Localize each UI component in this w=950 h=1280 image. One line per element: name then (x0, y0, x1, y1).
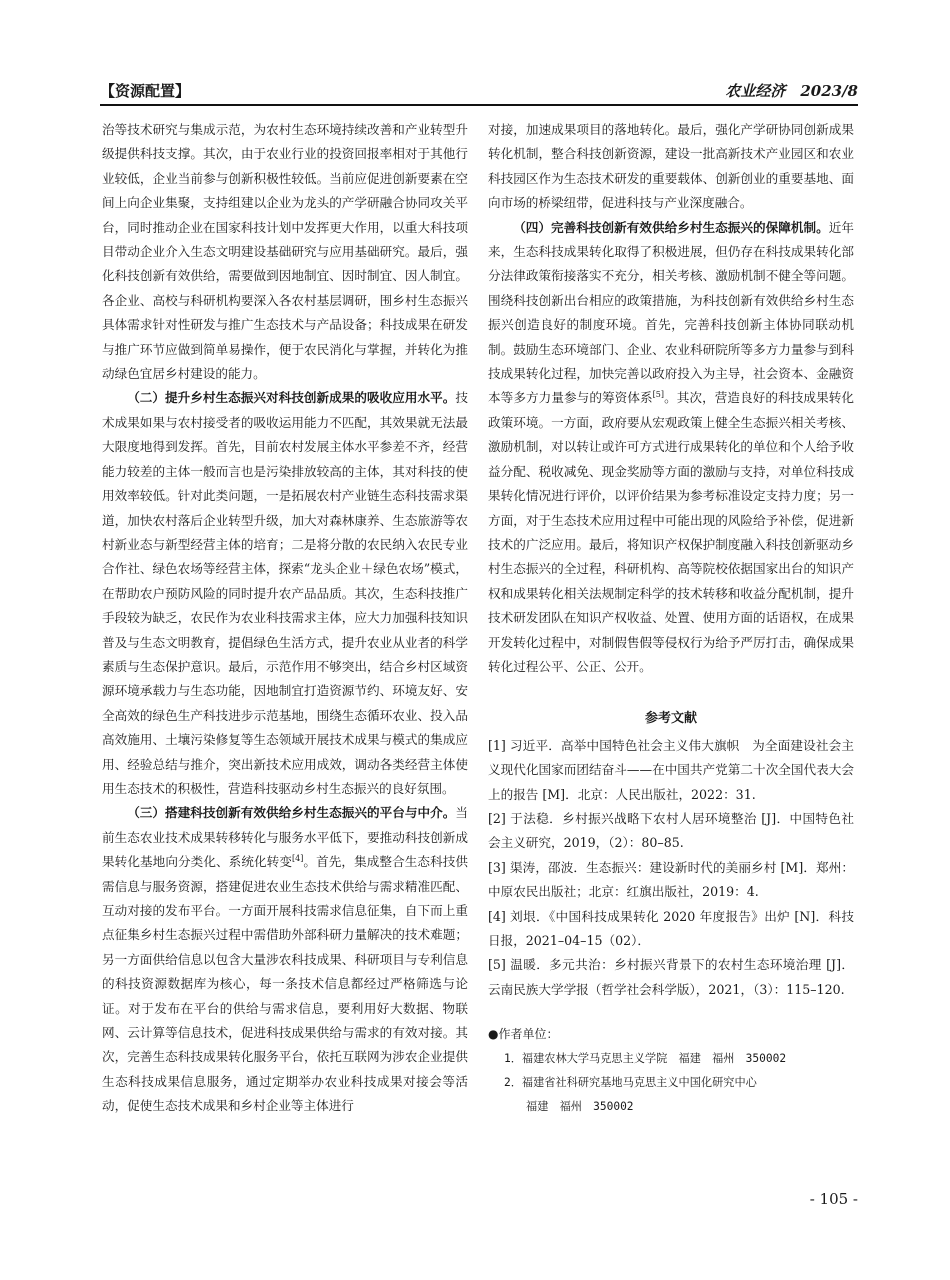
citation-marker: [4] (292, 854, 304, 863)
paragraph: 对接，加速成果项目的落地转化。最后，强化产学研协同创新成果转化机制，整合科技创新资源，建设一批高新技术产业园区和农业科技园区作为生态技术研发的重要载体、创新创业的重要基地、面向市场的桥梁纽带，促进科技与产业深度融合。 (488, 122, 854, 211)
affiliation-title: ●作者单位： (488, 1027, 559, 1042)
page-number: - 105 - (809, 1190, 858, 1208)
affiliation-item: 福建 福州 350002 (526, 1100, 634, 1114)
reference-item: [1] 习近平．高举中国特色社会主义伟大旗帜 为全面建设社会主义现代化国家而团结奋斗——在中国共产党第二十次全国代表大会上的报告 [M]．北京：人民出版社，2022：31. (488, 737, 854, 802)
paragraph-text: 。首先，集成整合生态科技供需信息与服务资源，搭建促进农业生态技术供给与需求精准匹配、互动对接的发布平台。一方面开展科技需求信息征集，自下而上重点征集乡村生态振兴过程中需借助外部科研力量解决的技术难题；另一方面供给信息以包含大量涉农科技成果、科研项目与专利信息的科技资源数据库为核心，每一条技术信息都经过严格筛选与论证。对于发布在平台的供给与需求信息，要利用好大数据、物联网、云计算等信息技术，促进科技成果供给与需求的有效对接。其次，完善生态科技成果转化服务平台，依托互联网为涉农企业提供生态科技成果信息服务，通过定期举办农业科技成果对接会等活动，促使生态技术成果和乡村企业等主体进行 (102, 854, 469, 1114)
left-column (102, 118, 468, 1119)
reference-item: [3] 渠涛，邵波．生态振兴：建设新时代的美丽乡村 [M]．郑州：中原农民出版社；北京：红旗出版社，2019：4. (488, 859, 854, 900)
citation-marker: [5] (652, 390, 665, 400)
paragraph-text: 。其次，营造良好的科技成果转化政策环境。一方面，政府要从宏观政策上健全生态振兴相关考核、激励机制，对以转让或许可方式进行成果转化的单位和个人给予收益分配、税收减免、现金奖励等方面的激励与支持，对单位科技成果转化情况进行评价，以评价结果为参考标准设定支持力度；另一方面，对于生态技术应用过程中可能出现的风险给予补偿，促进新技术的广泛应用。最后，将知识产权保护制度融入科技创新驱动乡村生态振兴的全过程，科研机构、高等院校依据国家出台的知识产权和成果转化相关法规制定科学的技术转移和收益分配机制，提升技术研发团队在知识产权收益、处置、使用方面的话语权，在成果开发转化过程中，对制假售假等侵权行为给予严厉打击，确保成果转化过程公平、公正、公开。 (488, 390, 855, 674)
affiliation-item: 1．福建农林大学马克思主义学院 福建 福州 350002 (504, 1051, 787, 1065)
reference-item: [2] 于法稳．乡村振兴战略下农村人居环境整治 [J]．中国特色社会主义研究，2019，（2）：80–85. (488, 810, 854, 851)
section-four-paragraph (488, 216, 854, 680)
section-heading: （三）搭建科技创新有效供给乡村生态振兴的平台与中介。 (127, 805, 456, 821)
section-label: 【资源配置】 (100, 82, 191, 100)
section-three-paragraph (102, 801, 468, 1118)
references-title: 参考文献 (644, 711, 697, 727)
header-divider (100, 104, 858, 106)
paragraph: 治等技术研究与集成示范，为农村生态环境持续改善和产业转型升级提供科技支撑。其次，由于农业行业的投资回报率相对于其他行业较低，企业当前参与创新积极性较低。当前应促进创新要素在空间上向企业集聚，支持组建以企业为龙头的产学研融合协同攻关平台，同时推动企业在国家科技计划中发挥更大作用，以重大科技项目带动企业介入生态文明建设基础研究与应用基础研究。最后，强化科技创新有效供给，需要做到因地制宜、因时制宜、因人制宜。各企业、高校与科研机构要深入各农村基层调研，围乡村生态振兴具体需求针对性研发与推广生态技术与产品设备；科技成果在研发与推广环节应做到简单易操作，便于农民消化与掌握，并转化为推动绿色宜居乡村建设的能力。 (102, 122, 468, 382)
reference-item: [4] 刘垠．《中国科技成果转化 2020 年度报告》出炉 [N]．科技日报，2021–04–15（02）． (488, 908, 854, 948)
paragraph-text: 技术成果如果与农村接受者的吸收运用能力不匹配，其效果就无法最大限度地得到发挥。首先，目前农村发展主体水平参差不齐，经营能力较差的主体一般而言也是污染排放较高的主体，其对科技的使用效率较低。针对此类问题，一是拓展农村产业链生态科技需求渠道，加快农村落后企业转型升级，加大对森林康养、生态旅游等农村新业态与新型经营主体的培育；二是将分散的农民纳入农民专业合作社、绿色农场等经营主体，探索“龙头企业＋绿色农场”模式，在帮助农户预防风险的同时提升农产品品质。其次，生态科技推广手段较为缺乏，农民作为农业科技需求主体，应大力加强科技知识普及与生态文明教育，提倡绿色生活方式，提升农业从业者的科学素质与生态保护意识。最后，示范作用不够突出，结合乡村区域资源环境承载力与生态功能，因地制宜打造资源节约、环境友好、安全高效的绿色生产科技进步示范基地，围绕生态循环农业、投入品高效施用、土壤污染修复等生态领域开展技术成果与模式的集成应用、经验总结与推介，突出新技术应用成效，调动各类经营主体使用生态技术的积极性，营造科技驱动乡村生态振兴的良好氛围。 (102, 390, 468, 796)
paragraph-text: 近年来，生态科技成果转化取得了积极进展，但仍存在科技成果转化部分法律政策衔接落实不充分，相关考核、激励机制不健全等问题。围绕科技创新出台相应的政策措施，为科技创新有效供给乡村生态振兴创造良好的制度环境。首先，完善科技创新主体协同联动机制。鼓励生态环境部门、企业、农业科研院所等多方力量参与到科技成果转化过程，加快完善以政府投入为主导，社会资本、金融资本等多方力量参与的筹资体系 (488, 219, 855, 406)
journal-issue: 农业经济 2023/8 (725, 82, 858, 100)
reference-item: [5] 温暖．多元共治：乡村振兴背景下的农村生态环境治理 [J]．云南民族大学学报（哲学社会科学版），2021，（3）：115–120. (488, 957, 854, 997)
paragraph-text: 当前生态农业技术成果转移转化与服务水平低下，要推动科技创新成果转化基地向分类化、系统化转变 (102, 805, 468, 870)
section-heading: （四）完善科技创新有效供给乡村生态振兴的保障机制。 (513, 219, 829, 235)
affiliation-item: 2．福建省社科研究基地马克思主义中国化研究中心 (504, 1076, 757, 1090)
section-heading: （二）提升乡村生态振兴对科技创新成果的吸收应用水平。 (127, 390, 456, 406)
section-two-paragraph (102, 386, 468, 801)
right-column (488, 118, 854, 1120)
author-affiliations (488, 1022, 854, 1120)
